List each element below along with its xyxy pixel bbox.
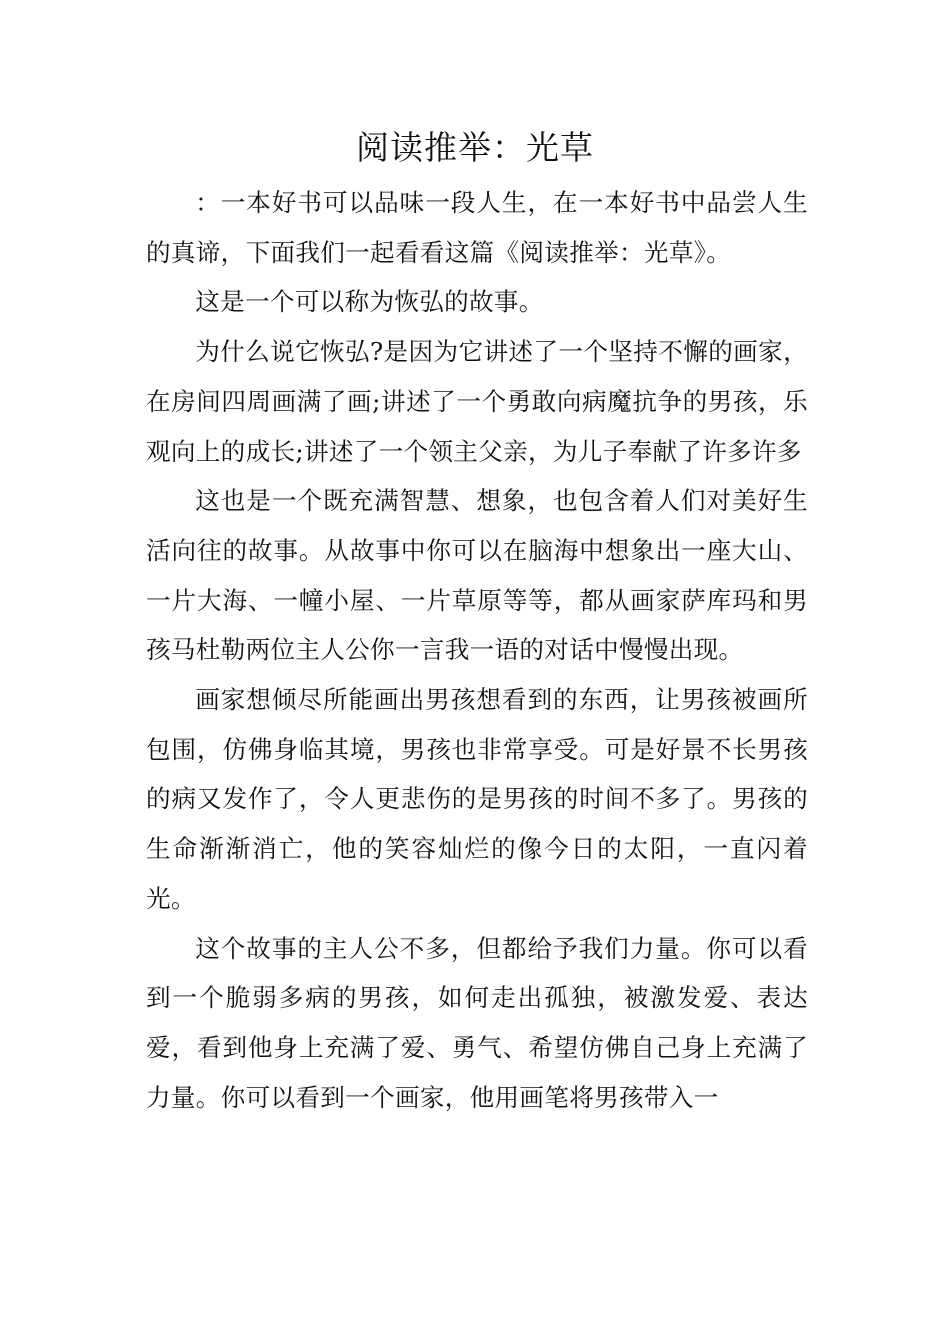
- paragraph-4: 这也是一个既充满智慧、想象，也包含着人们对美好生活向往的故事。从故事中你可以在脑海中想象出一座大山、一片大海、一幢小屋、一片草原等等，都从画家萨库玛和男孩马杜勒两位主人公你一言我一语的对话中慢慢出现。: [146, 486, 808, 665]
- paragraph-intro: ：一本好书可以品味一段人生，在一本好书中品尝人生的真谛，下面我们一起看看这篇《阅读推举：光草》。: [146, 188, 808, 267]
- paragraph-5: 画家想倾尽所能画出男孩想看到的东西，让男孩被画所包围，仿佛身临其境，男孩也非常享受。可是好景不长男孩的病又发作了，令人更悲伤的是男孩的时间不多了。男孩的生命渐渐消亡，他的笑容灿烂的像今日的太阳，一直闪着光。: [146, 685, 808, 913]
- document-body: [146, 178, 808, 1122]
- paragraph-6: 这个故事的主人公不多，但都给予我们力量。你可以看到一个脆弱多病的男孩，如何走出孤独，被激发爱、表达爱，看到他身上充满了爱、勇气、希望仿佛自己身上充满了力量。你可以看到一个画家，他用画笔将男孩带入一: [146, 933, 808, 1112]
- document-title: 阅读推举：光草: [356, 128, 594, 167]
- paragraph-2: 这是一个可以称为恢弘的故事。: [195, 287, 544, 317]
- paragraph-3: 为什么说它恢弘?是因为它讲述了一个坚持不懈的画家，在房间四周画满了画;讲述了一个勇敢向病魔抗争的男孩，乐观向上的成长;讲述了一个领主父亲，为儿子奉献了许多许多: [146, 337, 808, 466]
